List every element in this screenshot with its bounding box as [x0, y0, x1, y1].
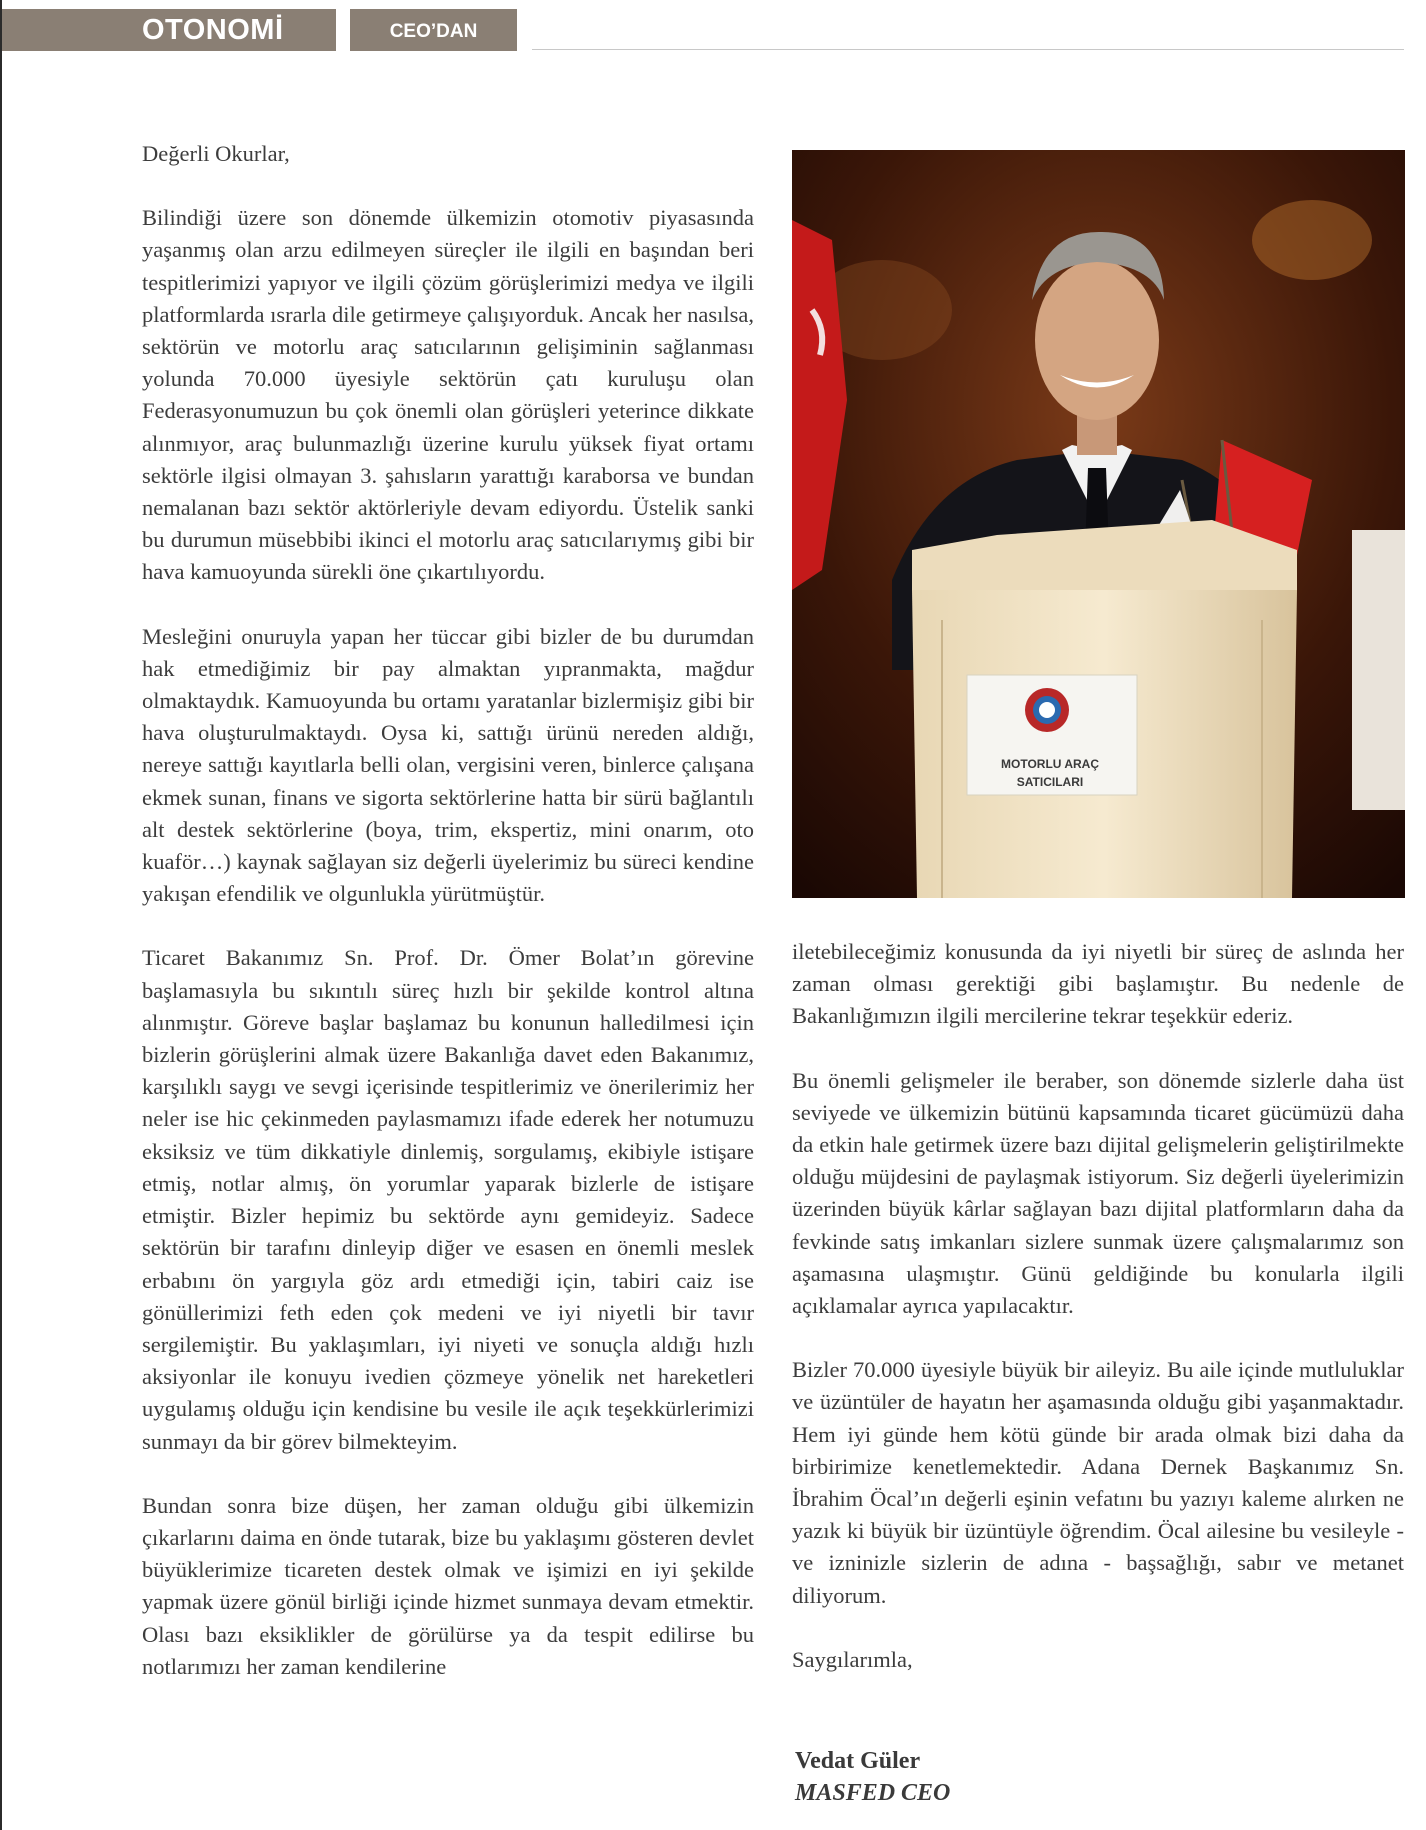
subsection-tab: CEO’DAN [350, 9, 517, 51]
letter-left-column [142, 138, 754, 1715]
paragraph: Ticaret Bakanımız Sn. Prof. Dr. Ömer Bolat’ın görevine başlamasıyla bu sıkıntılı süreç hızlı bir şekilde kontrol altına alınmıştır. Göreve başlar başlamaz bu konunun halledilmesi için bizlerin görüşlerini almak üzere Bakanlığa davet eden Bakanımız, karşılıklı saygı ve sevgi içerisinde tespitlerimiz ve önerilerimiz her neler ise hic çekinmeden paylasmamızı ifade ederek her notumuzu eksiksiz ve tüm dikkatiyle dinlemiş, sorgulamış, ekibiyle istişare etmiş, notlar almış, ön yorumlar yaparak bizlerle de istişare etmiştir. Bizler hepimiz bu sektörde aynı gemideyiz. Sadece sektörün bir tarafını dinleyip diğer ve esasen en önemli meslek erbabını ön yargıyla göz ardı etmediği için, tabiri caiz ise gönüllerimizi feth eden çok medeni ve iyi niyetli bir tavır sergilemiştir. Bu yaklaşımları, iyi niyeti ve sonuçla aldığı hızlı aksiyonlar ile konuyu ivedien çözmeye yönelik net hareketleri uygulamış olduğu için kendisine bu vesile ile açık teşekkürlerimizi sunmayı da bir görev bilmekteyim. [142, 945, 754, 1454]
podium-sign-line1: MOTORLU ARAÇ [1001, 757, 1099, 771]
paragraph: Mesleğini onuruyla yapan her tüccar gibi bizler de bu durumdan hak etmediğimiz bir pay almaktan yıpranmakta, mağdur olmaktaydık. Kamuoyunda bu ortamı yaratanlar bizlermişiz gibi bir hava oluşturulmaktaydı. Oysa ki, sattığı ürünü nereden aldığı, nereye sattığı kayıtlarla belli olan, vergisini veren, binlerce çalışana ekmek sunan, finans ve sigorta sektörlerine hatta bir sürü bağlantılı alt destek sektörlerine (boya, trim, ekspertiz, mini onarım, oto kuaför…) kaynak sağlayan siz değerli üyelerimiz bu süreci kendine yakışan efendilik ve olgunlukla yürütmüştür. [142, 623, 754, 907]
podium-sign-line2: SATICILARI [1016, 775, 1084, 789]
paragraph: Bizler 70.000 üyesiyle büyük bir aileyiz. Bu aile içinde mutluluklar ve üzüntüler de hayatın her aşamasında olduğu gibi yaşanmaktadır. Hem iyi günde hem kötü günde bir arada olmak bizi daha da birbirimize kenetlemektedir. Adana Dernek Başkanımız Sn. İbrahim Öcal’ın değerli eşinin vefatını bu yazıyı kaleme alırken ne yazık ki büyük bir üzüntüyle öğrendim. Öcal ailesine bu vesileyle - ve izninizle sizlerin de adına - başsağlığı, sabır ve metanet diliyorum. [792, 1357, 1404, 1608]
signature-title: MASFED CEO [795, 1780, 951, 1806]
closing: Saygılarımla, [792, 1646, 913, 1672]
paragraph: iletebileceğimiz konusunda da iyi niyetli bir süreç de aslında her zaman olması gerektiği gibi başlamıştır. Bu nedenle de Bakanlığımızın ilgili mercilerine tekrar teşekkür ederiz. [792, 939, 1404, 1029]
letter-right-column [792, 936, 1404, 1708]
paragraph: Bilindiği üzere son dönemde ülkemizin otomotiv piyasasında yaşanmış olan arzu edilmeyen süreçler ile ilgili en başından beri tespitlerimizi yapıyor ve ilgili çözüm görüşlerimizi medya ve ilgili platformlarda ısrarla dile getirmeye çalışıyorduk. Ancak her nasılsa, sektörün ve motorlu araç satıcılarının gelişiminin sağlanması yolunda 70.000 üyesiyle sektörün çatı kuruluşu olan Federasyonumuzun bu çok önemli olan görüşleri yeterince dikkate alınmıyor, araç bulunmazlığı üzerine kurulu yüksek fiyat ortamı sektörle ilgisi olmayan 3. şahısların yarattığı karaborsa ve bundan nemalanan bazı sektör aktörleriyle devam ediyordu. Üstelik sanki bu durumun müsebbibi ikinci el motorlu araç satıcılarıymış gibi bir hava kamuoyunda sürekli öne çıkartılıyordu. [142, 205, 754, 585]
signature-name: Vedat Güler [795, 1748, 921, 1774]
page-left-rule [0, 0, 2, 1830]
section-tab: OTONOMİ [2, 9, 336, 51]
ceo-photo [792, 150, 1405, 898]
paragraph: Bundan sonra bize düşen, her zaman olduğu gibi ülkemizin çıkarlarını daima en önde tutarak, bize bu yaklaşımı gösteren devlet büyüklerimize ticareten destek olmak ve işimizi en iyi şekilde yapmak üzere gönül birliği içinde hizmet sunmaya devam etmektir. Olası bazı eksiklikler de görülürse ya da tespit edilirse bu notlarımızı her zaman kendilerine [142, 1492, 754, 1679]
greeting: Değerli Okurlar, [142, 141, 290, 166]
header-divider [532, 49, 1404, 50]
paragraph: Bu önemli gelişmeler ile beraber, son dönemde sizlerle daha üst seviyede ve ülkemizin bütünü kapsamında ticaret gücümüzü daha da etkin hale getirmek üzere bazı dijital gelişmelerin geliştirilmekte olduğu müjdesini de paylaşmak istiyorum. Siz değerli üyelerimizin üzerinden büyük kârlar sağlayan bazı dijital platformların daha da fevkinde satış imkanları sizlere sunmak üzere çalışmalarımız son aşamasına ulaşmıştır. Günü geldiğinde bu konularla ilgili açıklamalar ayrıca yapılacaktır. [792, 1067, 1404, 1319]
